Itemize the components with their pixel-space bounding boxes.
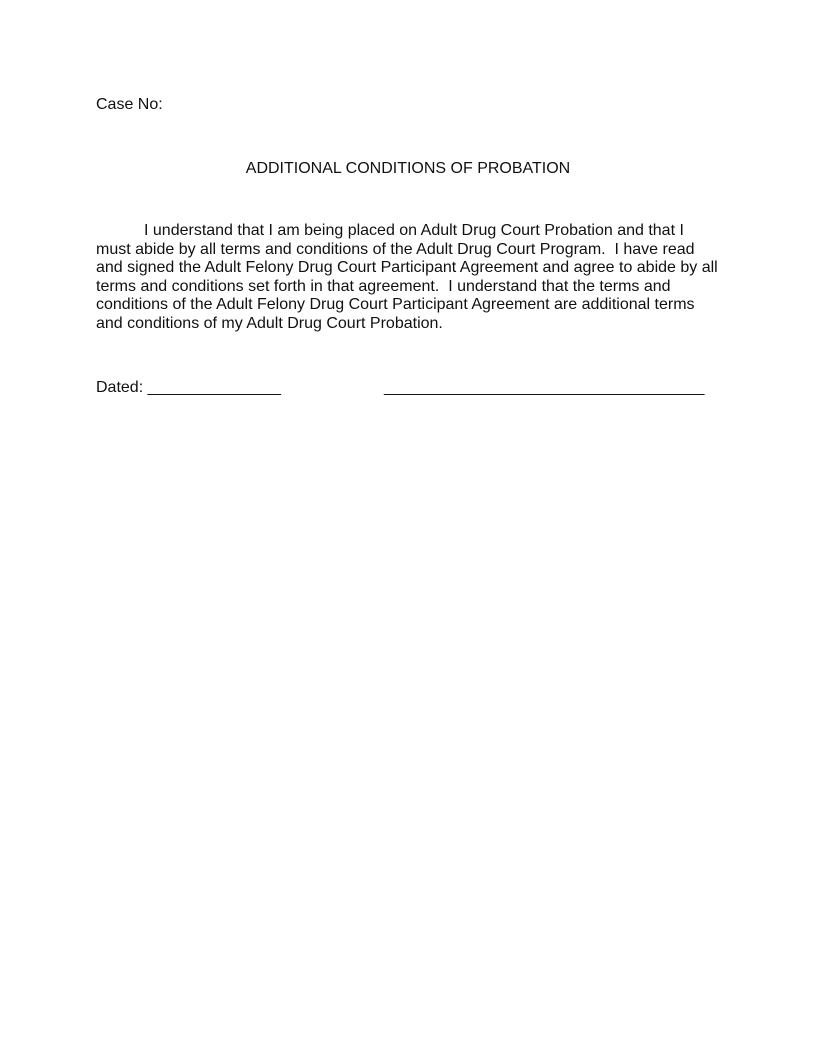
paragraph-line: and signed the Adult Felony Drug Court Participant Agreement and agree to abide by all xyxy=(96,259,718,277)
paragraph-line: I understand that I am being placed on Adult Drug Court Probation and that I xyxy=(144,222,684,239)
paragraph-line: and conditions of my Adult Drug Court Probation. xyxy=(96,314,443,332)
paragraph-line: conditions of the Adult Felony Drug Court Participant Agreement are additional terms xyxy=(96,296,695,314)
paragraph-line: must abide by all terms and conditions of the Adult Drug Court Program. I have read xyxy=(96,240,695,258)
case-number-label: Case No: xyxy=(96,96,163,113)
paragraph-line: terms and conditions set forth in that agreement. I understand that the terms and xyxy=(96,277,671,295)
document-title: ADDITIONAL CONDITIONS OF PROBATION xyxy=(245,160,571,177)
body-paragraph xyxy=(96,222,736,334)
dated-field: Dated: _______________ xyxy=(96,379,282,396)
signature-line: ____________________________________ xyxy=(384,379,705,396)
